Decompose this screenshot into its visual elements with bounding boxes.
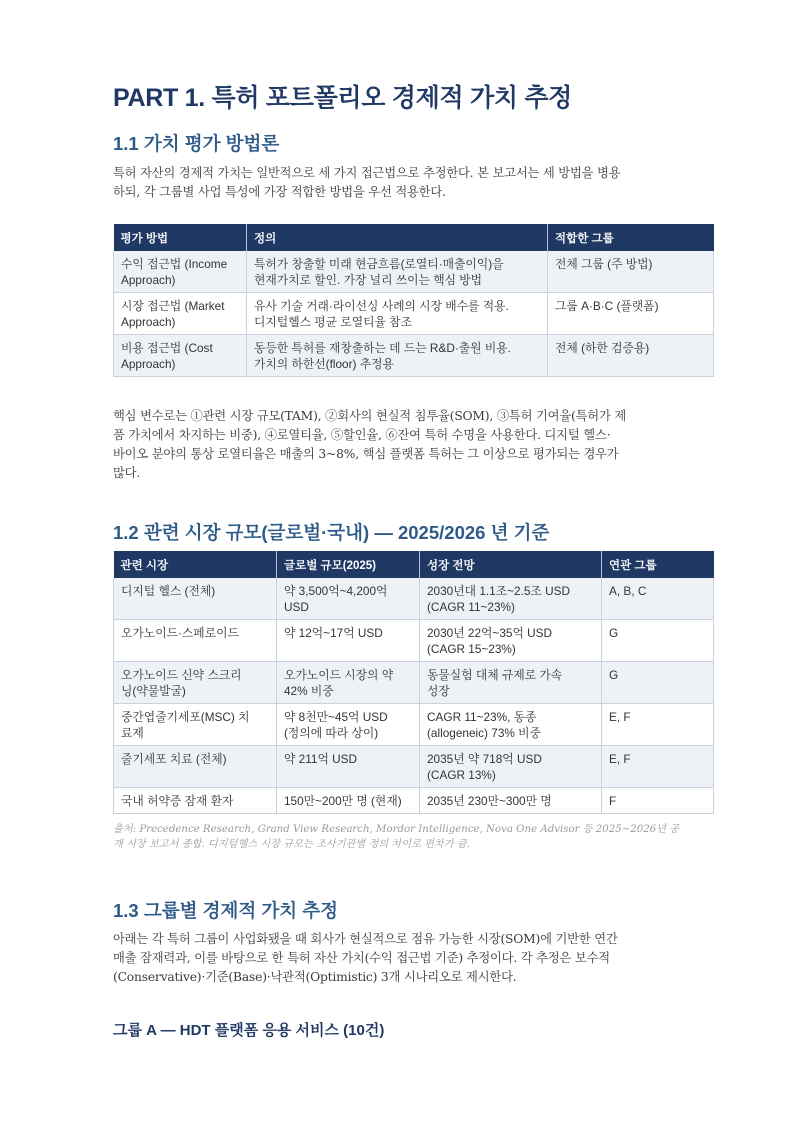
groups-cell: E, F: [602, 704, 714, 746]
section-1-2-heading: 1.2 관련 시장 규모(글로벌·국내) — 2025/2026 년 기준: [113, 522, 550, 543]
source-note: [113, 822, 715, 852]
market-cell: 국내 허약증 잠재 환자: [114, 788, 277, 814]
definition-cell: 동등한 특허를 재창출하는 데 드는 R&D·출원 비용. 가치의 하한선(floor) 추정용: [247, 335, 548, 377]
table-row: [114, 746, 714, 788]
size-cell: 약 12억~17억 USD: [277, 620, 420, 662]
definition-cell: 특허가 창출할 미래 현금흐름(로열티·매출이익)을 현재가치로 할인. 가장 널리 쓰이는 핵심 방법: [247, 251, 548, 293]
groups-cell: F: [602, 788, 714, 814]
definition-cell: 유사 기술 거래·라이선싱 사례의 시장 배수를 적용. 디지털헬스 평균 로열티율 참조: [247, 293, 548, 335]
table-row: [114, 704, 714, 746]
column-header: 성장 전망: [420, 551, 602, 578]
intro-line: (Conservative)·기준(Base)·낙관적(Optimistic) 3개 시나리오로 제시한다.: [113, 970, 517, 984]
column-header: 적합한 그룹: [548, 224, 714, 251]
table-row: [114, 620, 714, 662]
group-cell: 그룹 A·B·C (플랫폼): [548, 293, 714, 335]
source-line: 출처: Precedence Research, Grand View Research, Mordor Intelligence, Nova One Advisor 등 2025~2026년 공: [113, 824, 680, 835]
section-1-1-intro: [113, 164, 715, 202]
groups-cell: A, B, C: [602, 578, 714, 620]
table-row: [114, 251, 714, 293]
section-1-3-intro: [113, 930, 715, 987]
group-a-heading: 그룹 A — HDT 플랫폼 응용 서비스 (10건): [113, 1022, 385, 1039]
column-header: 정의: [247, 224, 548, 251]
growth-cell: 2030년대 1.1조~2.5조 USD (CAGR 11~23%): [420, 578, 602, 620]
growth-cell: 2035년 230만~300만 명: [420, 788, 602, 814]
column-header: 연관 그룹: [602, 551, 714, 578]
part-title: PART 1. 특허 포트폴리오 경제적 가치 추정: [113, 84, 573, 112]
paragraph-line: 품 가치에서 차지하는 비중), ④로열티율, ⑤할인율, ⑥잔여 특허 수명을 사용한다. 디지털 헬스·: [113, 428, 611, 442]
size-cell: 150만~200만 명 (현재): [277, 788, 420, 814]
market-cell: 디지털 헬스 (전체): [114, 578, 277, 620]
table-row: [114, 293, 714, 335]
group-cell: 전체 (하한 검증용): [548, 335, 714, 377]
paragraph-line: 핵심 변수로는 ①관련 시장 규모(TAM), ②회사의 현실적 침투율(SOM), ③특허 기여율(특허가 제: [113, 409, 627, 423]
growth-cell: 동물실험 대체 규제로 가속 성장: [420, 662, 602, 704]
section-1-3-heading: 1.3 그룹별 경제적 가치 추정: [113, 900, 338, 921]
table-header-row: [114, 551, 714, 578]
valuation-methods-table: [113, 224, 714, 377]
market-cell: 중간엽줄기세포(MSC) 치 료제: [114, 704, 277, 746]
size-cell: 약 8천만~45억 USD (정의에 따라 상이): [277, 704, 420, 746]
group-cell: 전체 그룹 (주 방법): [548, 251, 714, 293]
market-size-table: [113, 551, 714, 814]
market-cell: 오가노이드·스페로이드: [114, 620, 277, 662]
method-cell: 시장 접근법 (Market Approach): [114, 293, 247, 335]
method-cell: 비용 접근법 (Cost Approach): [114, 335, 247, 377]
column-header: 글로벌 규모(2025): [277, 551, 420, 578]
size-cell: 약 211억 USD: [277, 746, 420, 788]
intro-line: 하되, 각 그룹별 사업 특성에 가장 적합한 방법을 우선 적용한다.: [113, 185, 446, 199]
paragraph-line: 많다.: [113, 466, 141, 480]
column-header: 평가 방법: [114, 224, 247, 251]
method-cell: 수익 접근법 (Income Approach): [114, 251, 247, 293]
growth-cell: 2030년 22억~35억 USD (CAGR 15~23%): [420, 620, 602, 662]
size-cell: 오가노이드 시장의 약 42% 비중: [277, 662, 420, 704]
growth-cell: CAGR 11~23%, 동종 (allogeneic) 73% 비중: [420, 704, 602, 746]
intro-line: 매출 잠재력과, 이를 바탕으로 한 특허 자산 가치(수익 접근법 기준) 추정이다. 각 추정은 보수적: [113, 951, 610, 965]
key-variables-paragraph: [113, 407, 715, 483]
section-1-1-heading: 1.1 가치 평가 방법론: [113, 133, 280, 154]
intro-line: 특허 자산의 경제적 가치는 일반적으로 세 가지 접근법으로 추정한다. 본 보고서는 세 방법을 병용: [113, 166, 621, 180]
table-row: [114, 335, 714, 377]
table-row: [114, 788, 714, 814]
size-cell: 약 3,500억~4,200억 USD: [277, 578, 420, 620]
table-row: [114, 662, 714, 704]
column-header: 관련 시장: [114, 551, 277, 578]
table-header-row: [114, 224, 714, 251]
groups-cell: E, F: [602, 746, 714, 788]
groups-cell: G: [602, 620, 714, 662]
table-row: [114, 578, 714, 620]
paragraph-line: 바이오 분야의 통상 로열티율은 매출의 3~8%, 핵심 플랫폼 특허는 그 이상으로 평가되는 경우가: [113, 447, 619, 461]
growth-cell: 2035년 약 718억 USD (CAGR 13%): [420, 746, 602, 788]
market-cell: 줄기세포 치료 (전체): [114, 746, 277, 788]
source-line: 개 시장 보고서 종합. 디지털헬스 시장 규모는 조사기관별 정의 차이로 편차가 큼.: [113, 839, 471, 850]
groups-cell: G: [602, 662, 714, 704]
market-cell: 오가노이드 신약 스크리 닝(약물발굴): [114, 662, 277, 704]
intro-line: 아래는 각 특허 그룹이 사업화됐을 때 회사가 현실적으로 점유 가능한 시장(SOM)에 기반한 연간: [113, 932, 618, 946]
